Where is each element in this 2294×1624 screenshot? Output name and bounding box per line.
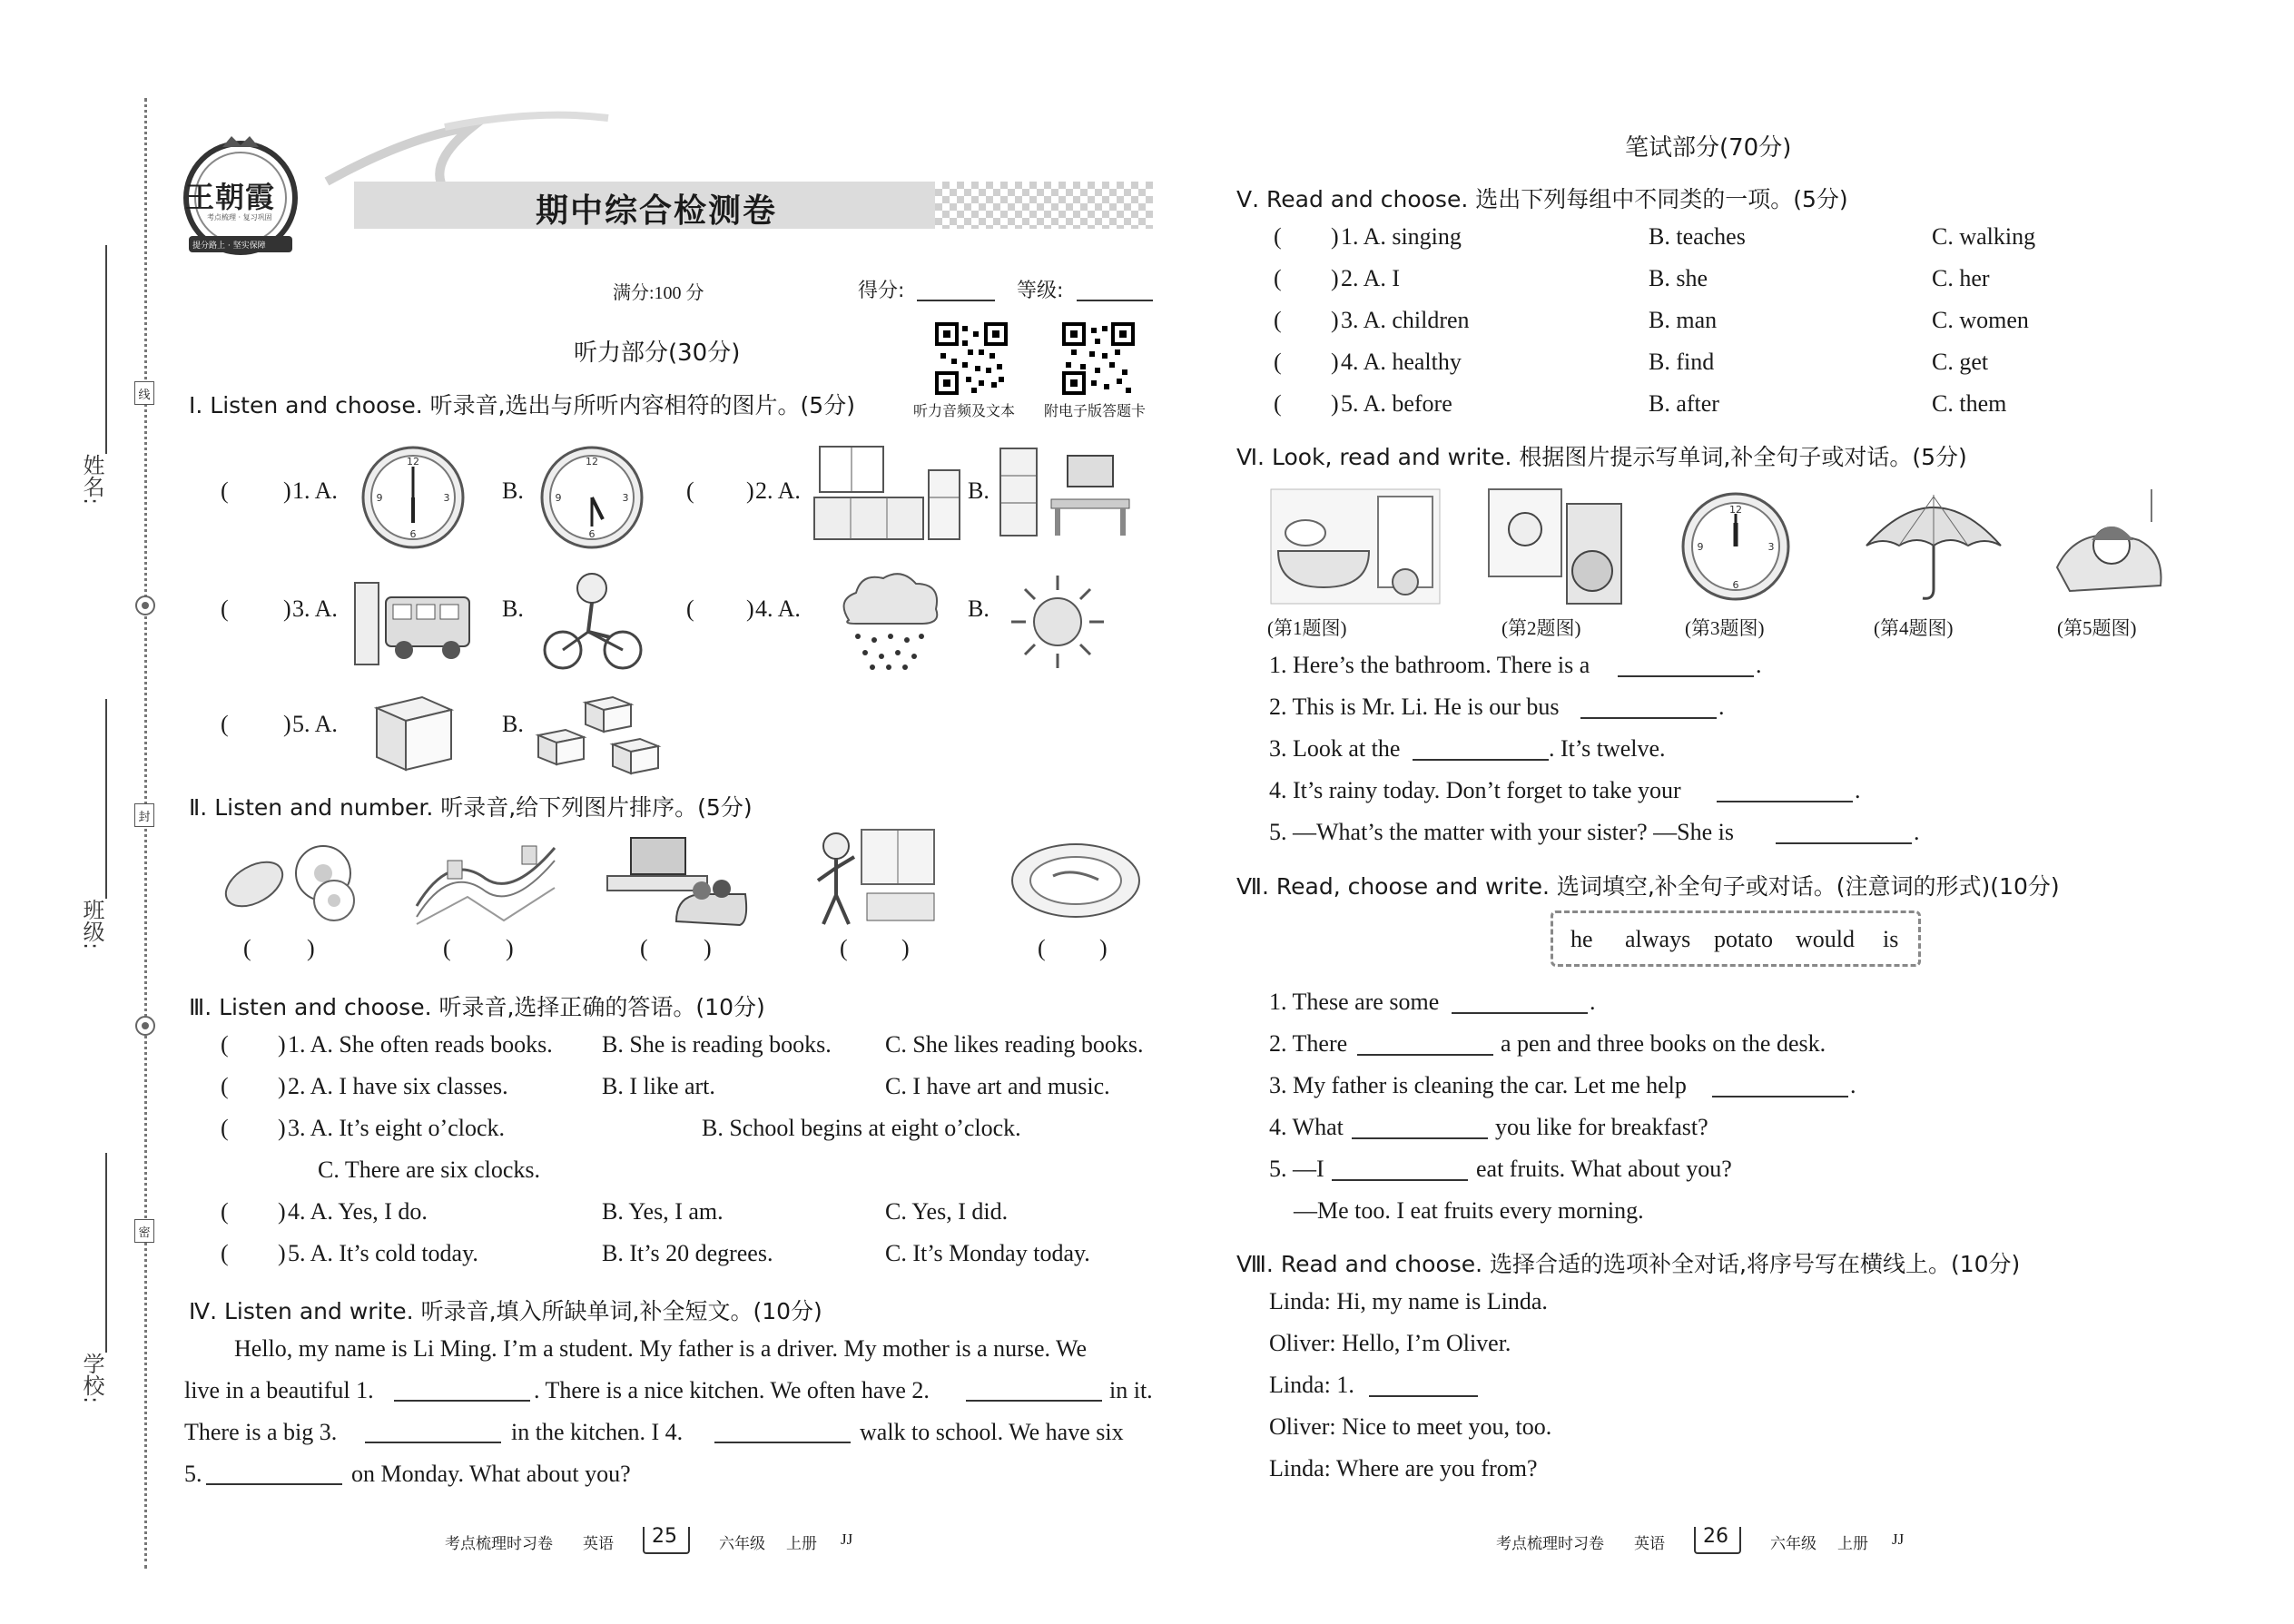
q3-1-c: C. She likes reading books. (885, 1031, 1144, 1058)
answer-paren[interactable]: ) (746, 595, 754, 622)
s6-2-dot: . (1718, 694, 1725, 720)
svg-text:3: 3 (622, 492, 629, 504)
s6-blank-2[interactable] (1580, 697, 1717, 719)
q3-2-a: 2. A. I have six classes. (288, 1073, 508, 1099)
dialogue-blank-1[interactable] (1369, 1375, 1478, 1397)
answer-paren[interactable]: ( (221, 477, 229, 504)
q4-b-label: B. (968, 595, 989, 622)
s7-2a: 2. There (1269, 1030, 1348, 1057)
answer-paren[interactable]: ) (1331, 349, 1339, 375)
bus-stop-picture (350, 570, 477, 670)
dialogue-line-4: Oliver: Nice to meet you, too. (1269, 1413, 1552, 1440)
s7-blank-5[interactable] (1332, 1159, 1468, 1181)
s6-4: 4. It’s rainy today. Don’t forget to take your (1269, 777, 1681, 803)
school-underline (105, 1153, 107, 1353)
s6-blank-1[interactable] (1618, 655, 1754, 677)
svg-text:6: 6 (409, 528, 417, 540)
s6-blank-5[interactable] (1776, 822, 1912, 844)
q5-4-a: 4. A. healthy (1341, 349, 1462, 375)
q5-5-b: B. after (1649, 390, 1719, 417)
passage-blank-4[interactable] (714, 1422, 851, 1443)
score-label: 得分: (858, 280, 905, 302)
bathroom-picture (1269, 487, 1442, 605)
s6-1: 1. Here’s the bathroom. There is a (1269, 652, 1590, 678)
answer-paren[interactable]: ) (283, 595, 291, 622)
passage-blank-2[interactable] (966, 1380, 1102, 1402)
svg-text:12: 12 (586, 456, 598, 468)
footer-subject: 英语 (1634, 1535, 1665, 1552)
q5-3-a: 3. A. children (1341, 307, 1470, 333)
order-paren[interactable]: ( (640, 935, 648, 961)
footer-edition: JJ (1892, 1530, 1905, 1548)
answer-paren[interactable]: ) (1331, 390, 1339, 417)
class-underline (105, 699, 107, 899)
s6-4-dot: . (1855, 777, 1861, 803)
order-paren[interactable]: ( (443, 935, 451, 961)
q2-label: 2. A. (755, 477, 801, 504)
word-bank-word-4: would (1796, 926, 1855, 952)
svg-text:12: 12 (407, 456, 419, 468)
q5-label: 5. A. (292, 711, 338, 737)
answer-paren[interactable]: ( (221, 1115, 229, 1141)
binding-dotted-line (144, 98, 147, 1569)
s7-blank-1[interactable] (1452, 992, 1588, 1014)
qr-sheet-caption: 附电子版答题卡 (1044, 402, 1147, 419)
small-boxes-picture (531, 690, 667, 781)
q3-5-b: B. It’s 20 degrees. (602, 1240, 773, 1266)
s7-3-dot: . (1850, 1072, 1856, 1098)
section-8-title: Ⅷ. Read and choose. 选择合适的选项补全对话,将序号写在横线上。(10分) (1236, 1251, 2021, 1277)
q3-b-label: B. (502, 595, 524, 622)
dialogue-line-2: Oliver: Hello, I’m Oliver. (1269, 1330, 1511, 1356)
q3-2-c: C. I have art and music. (885, 1073, 1110, 1099)
q3-3-c: C. There are six clocks. (318, 1156, 540, 1183)
s6-3b: . It’s twelve. (1549, 735, 1666, 762)
word-bank-word-5: is (1883, 926, 1899, 952)
answer-paren[interactable]: ( (1274, 349, 1282, 375)
answer-paren[interactable]: ( (221, 595, 229, 622)
section-2-title: Ⅱ. Listen and number. 听录音,给下列图片排序。(5分) (189, 794, 753, 821)
order-paren[interactable]: ) (704, 935, 712, 961)
clock-six-picture (359, 443, 468, 552)
q5-1-a: 1. A. singing (1341, 223, 1462, 250)
footer-term: 上册 (1837, 1535, 1868, 1552)
sun-picture (1008, 572, 1108, 672)
sick-girl-picture (2052, 486, 2170, 604)
listening-header: 听力部分(30分) (574, 340, 741, 367)
passage-line-2b: . There is a nice kitchen. We often have 2. (534, 1377, 930, 1403)
answer-paren[interactable]: ) (1331, 265, 1339, 291)
clock-twelve-picture (1679, 490, 1793, 604)
answer-paren[interactable]: ( (1274, 307, 1282, 333)
footer-grade: 六年级 (1770, 1535, 1816, 1552)
passage-line-2a: live in a beautiful 1. (184, 1377, 374, 1403)
s7-5b: eat fruits. What about you? (1476, 1156, 1732, 1182)
q5-1-b: B. teaches (1649, 223, 1746, 250)
section-7-title: Ⅶ. Read, choose and write. 选词填空,补全句子或对话。(注意词的形式)(10分) (1236, 873, 2060, 900)
passage-line-3c: walk to school. We have six (860, 1419, 1124, 1445)
word-bank-word-2: always (1625, 926, 1691, 952)
boy-cycling-picture (537, 565, 646, 674)
s7-blank-3[interactable] (1712, 1076, 1848, 1097)
s6-blank-3[interactable] (1413, 739, 1549, 761)
q3-5-a: 5. A. It’s cold today. (288, 1240, 478, 1266)
q5-b-label: B. (502, 711, 524, 737)
q3-4-c: C. Yes, I did. (885, 1198, 1009, 1225)
q5-4-c: C. get (1932, 349, 1989, 375)
passage-blank-3[interactable] (365, 1422, 501, 1443)
order-paren[interactable]: ( (840, 935, 848, 961)
answer-paren[interactable]: ) (278, 1031, 286, 1058)
grade-label: 等级: (1017, 280, 1064, 302)
brand-mark: 王朝霞 (185, 181, 276, 213)
answer-paren[interactable]: ( (1274, 390, 1282, 417)
plate-picture (1008, 840, 1144, 921)
s6-blank-4[interactable] (1717, 781, 1853, 802)
q2-b-label: B. (968, 477, 989, 504)
umbrella-picture (1861, 487, 2006, 605)
answer-paren[interactable]: ( (686, 477, 694, 504)
answer-paren[interactable]: ( (221, 1031, 229, 1058)
answer-paren[interactable]: ) (278, 1073, 286, 1099)
binding-mark-secret: 密 (134, 1219, 154, 1243)
page-number: 25 (652, 1525, 677, 1548)
q5-3-b: B. man (1649, 307, 1718, 333)
great-wall-picture (413, 833, 558, 929)
section-6-title: Ⅵ. Look, read and write. 根据图片提示写单词,补全句子或对话。(5分) (1236, 444, 1967, 470)
order-paren[interactable]: ) (901, 935, 910, 961)
q5-5-c: C. them (1932, 390, 2007, 417)
qr-audio-caption: 听力音频及文本 (913, 402, 1016, 419)
answer-paren[interactable]: ( (221, 1198, 229, 1225)
order-paren[interactable]: ) (307, 935, 315, 961)
study-room-picture (997, 443, 1133, 543)
answer-paren[interactable]: ) (278, 1115, 286, 1141)
dialogue-line-5: Linda: Where are you from? (1269, 1455, 1538, 1481)
passage-line-4a: 5. (184, 1461, 202, 1487)
q3-3-b: B. School begins at eight o’clock. (702, 1115, 1021, 1141)
binding-strip (0, 0, 163, 1624)
s6-5-dot: . (1914, 819, 1920, 845)
clock-half-past-picture (537, 443, 646, 552)
dialogue-line-3: Linda: 1. (1269, 1372, 1354, 1398)
q5-2-b: B. she (1649, 265, 1708, 291)
caption-5: (第5题图) (2057, 617, 2137, 639)
answer-paren[interactable]: ) (1331, 223, 1339, 250)
footer-subject: 英语 (583, 1535, 614, 1552)
answer-paren[interactable]: ( (221, 1240, 229, 1266)
binding-mark-line: 线 (134, 381, 154, 405)
answer-paren[interactable]: ( (1274, 265, 1282, 291)
full-score: 满分:100 分 (613, 283, 704, 303)
q3-3-a: 3. A. It’s eight o’clock. (288, 1115, 506, 1141)
s6-3a: 3. Look at the (1269, 735, 1401, 762)
s7-5c: —Me too. I eat fruits every morning. (1294, 1197, 1644, 1224)
name-label: 姓名: (79, 454, 104, 506)
footer-edition: JJ (841, 1530, 853, 1548)
q3-1-a: 1. A. She often reads books. (288, 1031, 553, 1058)
footer-series: 考点梳理时习卷 (1496, 1535, 1604, 1552)
svg-text:9: 9 (376, 492, 383, 504)
svg-text:3: 3 (443, 492, 450, 504)
answer-paren[interactable]: ) (283, 477, 291, 504)
q3-4-a: 4. A. Yes, I do. (288, 1198, 428, 1225)
caption-3: (第3题图) (1685, 617, 1765, 639)
answer-paren[interactable]: ) (283, 711, 291, 737)
q3-label: 3. A. (292, 595, 338, 622)
passage-line-2c: in it. (1109, 1377, 1153, 1403)
grade-field[interactable] (1077, 300, 1153, 301)
caption-1: (第1题图) (1267, 617, 1347, 639)
svg-text:6: 6 (1732, 579, 1739, 591)
section-3-title: Ⅲ. Listen and choose. 听录音,选择正确的答语。(10分) (189, 994, 765, 1020)
kitchen-picture (811, 443, 965, 543)
s7-2b: a pen and three books on the desk. (1501, 1030, 1826, 1057)
s7-3: 3. My father is cleaning the car. Let me help (1269, 1072, 1687, 1098)
school-label: 学校: (79, 1353, 104, 1404)
class-label: 班级: (79, 899, 104, 950)
answer-paren[interactable]: ( (1274, 223, 1282, 250)
snow-cloud-picture (831, 567, 949, 672)
svg-text:6: 6 (588, 528, 596, 540)
s6-1-dot: . (1756, 652, 1762, 678)
qr-code-answer-sheet[interactable] (1062, 322, 1135, 395)
dialogue-line-1: Linda: Hi, my name is Linda. (1269, 1288, 1548, 1314)
order-paren[interactable]: ( (243, 935, 251, 961)
answer-paren[interactable]: ( (221, 1073, 229, 1099)
answer-paren[interactable]: ( (221, 711, 229, 737)
answer-paren[interactable]: ) (278, 1198, 286, 1225)
passage-line-3a: There is a big 3. (184, 1419, 338, 1445)
q5-5-a: 5. A. before (1341, 390, 1452, 417)
score-field[interactable] (917, 300, 995, 301)
caption-2: (第2题图) (1501, 617, 1581, 639)
answer-paren[interactable]: ) (746, 477, 754, 504)
binding-mark-seal: 封 (134, 803, 154, 827)
q5-3-c: C. women (1932, 307, 2029, 333)
q5-4-b: B. find (1649, 349, 1715, 375)
big-box-picture (368, 690, 458, 776)
passage-blank-1[interactable] (394, 1380, 530, 1402)
brand-sub-left: 考点梳理 · 复习巩固 (207, 213, 272, 221)
family-tv-picture (604, 831, 753, 930)
binding-hole-icon (132, 592, 159, 619)
order-paren[interactable]: ( (1038, 935, 1046, 961)
binding-hole-icon (132, 1012, 159, 1039)
answer-paren[interactable]: ) (278, 1240, 286, 1266)
s7-blank-4[interactable] (1352, 1117, 1488, 1139)
order-paren[interactable]: ) (1099, 935, 1108, 961)
q3-2-b: B. I like art. (602, 1073, 715, 1099)
s7-4b: you like for breakfast? (1495, 1114, 1708, 1140)
svg-text:3: 3 (1767, 541, 1775, 553)
brand-sub-right: 提分路上 · 坚实保障 (192, 241, 266, 251)
footer-left (445, 1527, 881, 1558)
s7-1: 1. These are some (1269, 989, 1440, 1015)
bread-eggs-picture (216, 837, 366, 923)
order-paren[interactable]: ) (506, 935, 514, 961)
q4-label: 4. A. (755, 595, 801, 622)
passage-line-4b: on Monday. What about you? (351, 1461, 631, 1487)
word-bank-word-3: potato (1714, 926, 1773, 952)
footer-term: 上册 (786, 1535, 817, 1552)
s6-2: 2. This is Mr. Li. He is our bus (1269, 694, 1560, 720)
name-underline (105, 245, 107, 454)
q5-2-c: C. her (1932, 265, 1990, 291)
boy-window-picture (803, 826, 940, 930)
svg-text:9: 9 (555, 492, 562, 504)
q3-4-b: B. Yes, I am. (602, 1198, 724, 1225)
answer-paren[interactable]: ) (1331, 307, 1339, 333)
s7-5a: 5. —I (1269, 1156, 1324, 1182)
caption-4: (第4题图) (1874, 617, 1954, 639)
q3-5-c: C. It’s Monday today. (885, 1240, 1090, 1266)
footer-right (1496, 1527, 1932, 1558)
q5-2-a: 2. A. I (1341, 265, 1400, 291)
answer-paren[interactable]: ( (686, 595, 694, 622)
page-title: 期中综合检测卷 (536, 192, 778, 230)
svg-text:12: 12 (1729, 504, 1742, 516)
s7-1-dot: . (1590, 989, 1596, 1015)
section-4-title: Ⅳ. Listen and write. 听录音,填入所缺单词,补全短文。(10分) (189, 1298, 822, 1324)
s7-4a: 4. What (1269, 1114, 1344, 1140)
svg-text:9: 9 (1697, 541, 1704, 553)
writing-header: 笔试部分(70分) (1625, 134, 1792, 162)
page-number: 26 (1703, 1525, 1728, 1548)
passage-blank-5[interactable] (206, 1463, 342, 1485)
q3-1-b: B. She is reading books. (602, 1031, 832, 1058)
section-5-title: Ⅴ. Read and choose. 选出下列每组中不同类的一项。(5分) (1236, 186, 1848, 212)
footer-series: 考点梳理时习卷 (445, 1535, 553, 1552)
passage-line-1: Hello, my name is Li Ming. I’m a student. My father is a driver. My mother is a nurse. We (234, 1335, 1088, 1362)
qr-code-audio[interactable] (935, 322, 1008, 395)
bus-driver-picture (1485, 486, 1630, 608)
word-bank-word-1: he (1570, 926, 1593, 952)
s7-blank-2[interactable] (1357, 1034, 1493, 1056)
passage-line-3b: in the kitchen. I 4. (511, 1419, 684, 1445)
section-1-title: Ⅰ. Listen and choose. 听录音,选出与所听内容相符的图片。(5分) (189, 392, 855, 418)
q1-b-label: B. (502, 477, 524, 504)
q1-label: 1. A. (292, 477, 338, 504)
q5-1-c: C. walking (1932, 223, 2036, 250)
footer-grade: 六年级 (719, 1535, 765, 1552)
s6-5: 5. —What’s the matter with your sister? —She is (1269, 819, 1734, 845)
